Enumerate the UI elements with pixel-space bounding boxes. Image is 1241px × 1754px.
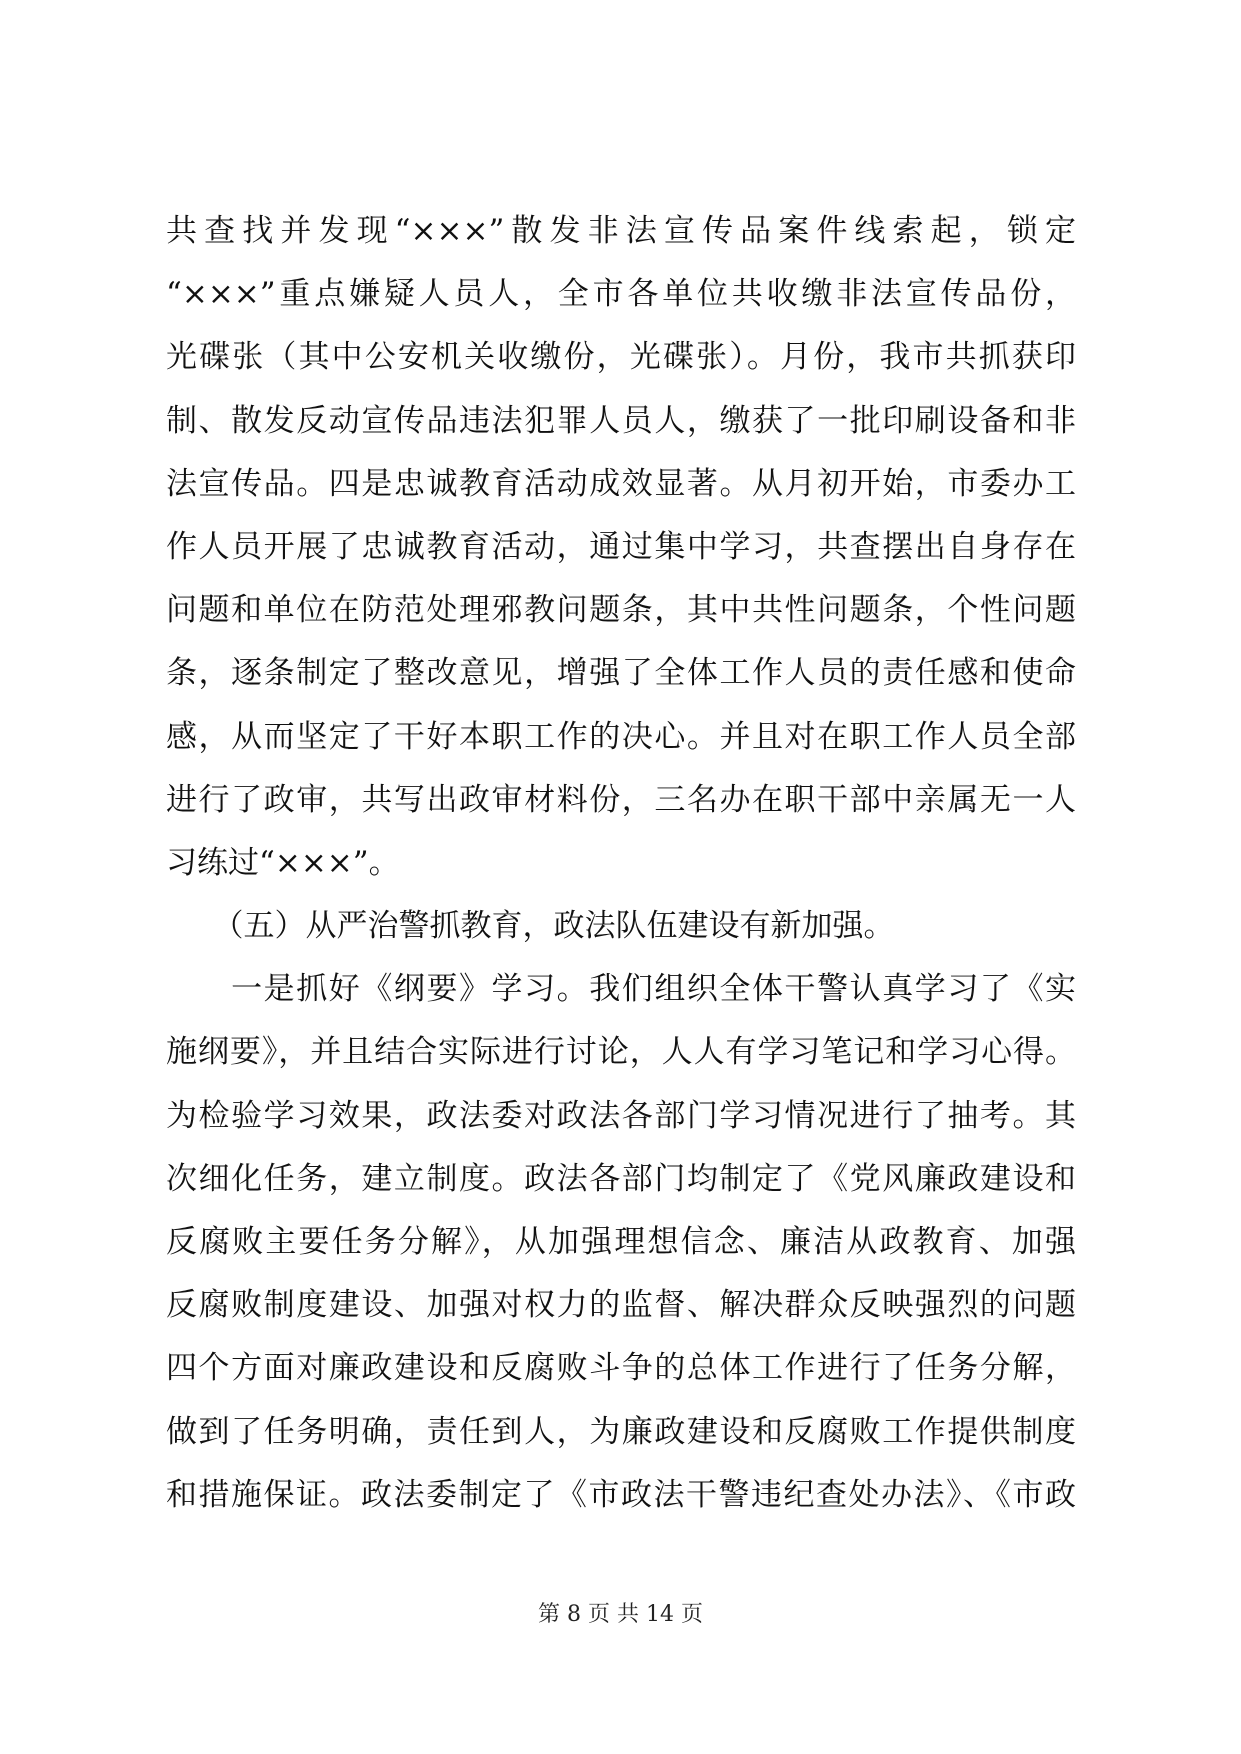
text-line: “×××”重点嫌疑人员人，全市各单位共收缴非法宣传品份， bbox=[166, 276, 1076, 313]
text-line: 习练过“×××”。 bbox=[166, 844, 400, 881]
text-line: 条，逐条制定了整改意见，增强了全体工作人员的责任感和使命 bbox=[166, 655, 1076, 692]
section-heading: （五）从严治警抓教育，政法队伍建设有新加强。 bbox=[166, 908, 895, 945]
text-line: 反腐败制度建设、加强对权力的监督、解决群众反映强烈的问题 bbox=[166, 1287, 1076, 1324]
text-line: 作人员开展了忠诚教育活动，通过集中学习，共查摆出自身存在 bbox=[166, 528, 1076, 565]
page-number-footer: 第 8 页 共 14 页 bbox=[538, 1602, 703, 1627]
text-line: 次细化任务，建立制度。政法各部门均制定了《党风廉政建设和 bbox=[166, 1160, 1076, 1197]
text-line: 施纲要》，并且结合实际进行讨论，人人有学习笔记和学习心得。 bbox=[166, 1034, 1076, 1071]
body-text bbox=[166, 200, 1076, 1527]
text-line: 一是抓好《纲要》学习。我们组织全体干警认真学习了《实 bbox=[166, 971, 1076, 1008]
text-line: 四个方面对廉政建设和反腐败斗争的总体工作进行了任务分解， bbox=[166, 1350, 1076, 1387]
text-line: 进行了政审，共写出政审材料份，三名办在职干部中亲属无一人 bbox=[166, 781, 1076, 818]
text-line: 共查找并发现“×××”散发非法宣传品案件线索起，锁定 bbox=[166, 213, 1076, 249]
text-line: 问题和单位在防范处理邪教问题条，其中共性问题条，个性问题 bbox=[166, 592, 1076, 629]
text-line: 和措施保证。政法委制定了《市政法干警违纪查处办法》、《市政 bbox=[166, 1476, 1076, 1513]
text-line: 感，从而坚定了干好本职工作的决心。并且对在职工作人员全部 bbox=[166, 718, 1076, 755]
text-line: 制、散发反动宣传品违法犯罪人员人，缴获了一批印刷设备和非 bbox=[166, 402, 1076, 439]
text-line: 反腐败主要任务分解》，从加强理想信念、廉洁从政教育、加强 bbox=[166, 1224, 1076, 1260]
text-line: 光碟张（其中公安机关收缴份，光碟张）。月份，我市共抓获印 bbox=[166, 339, 1076, 376]
text-line: 做到了任务明确，责任到人，为廉政建设和反腐败工作提供制度 bbox=[166, 1413, 1076, 1450]
text-line: 法宣传品。四是忠诚教育活动成效显著。从月初开始，市委办工 bbox=[166, 465, 1076, 502]
text-line: 为检验学习效果，政法委对政法各部门学习情况进行了抽考。其 bbox=[166, 1097, 1076, 1134]
